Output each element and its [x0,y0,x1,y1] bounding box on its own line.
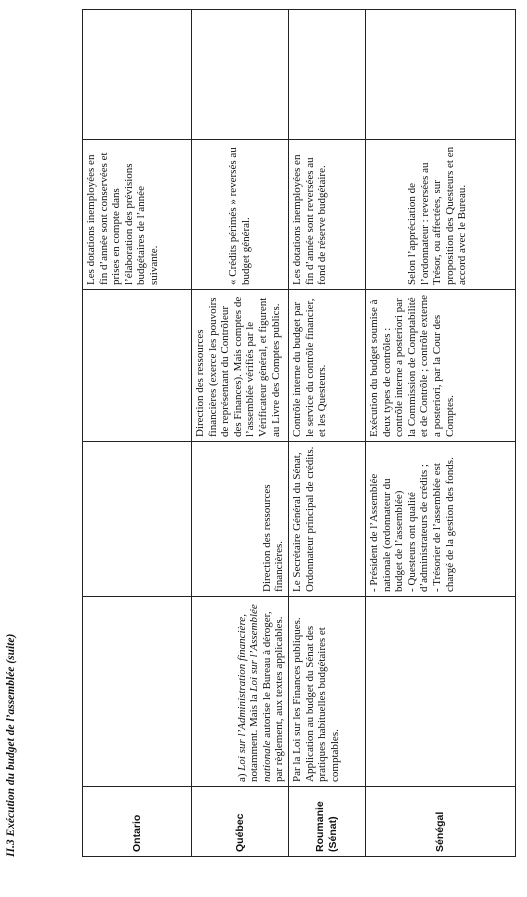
ordonnateur-cell: Direction des ressources financières. [192,442,289,597]
textes-prefix: a) [235,770,248,782]
country-cell: Roumanie (Sénat) [289,787,366,857]
reliquats-cell: « Crédits périmés » reversés au budget général. [192,140,289,290]
textes-cell: Par la Loi sur les Finances publiques. Application au budget du Sénat des pratiques habituelles budgétaires et comptables. [289,597,366,787]
textes-mid: notamment. Mais la [248,691,261,782]
ordonnateur-cell [366,442,516,597]
controle-cell: Exécution du budget soumise à deux types de contrôles : contrôle interne a posteriori par la Commission de Comptabilité et de Contrôle ; contrôle externe a posteriori, par la Cour des Comptes. [366,290,516,442]
empty-cell [289,10,366,140]
loi-admin-financiere: Loi sur l’Administration financière, [235,614,248,771]
empty-cell [192,10,289,140]
reliquats-cell: Les dotations inemployées en fin d’année sont conservées et prises en compte dans l’élaboration des prévisions budgétaires de l’année suivante. [83,140,192,290]
controle-cell [83,290,192,442]
textes-end: autorise le Bureau à déroger, par règlement, aux textes applicables. [260,611,286,782]
ordonnateur-line: - Questeurs ont qualité d’administrateurs de crédits ; [405,464,431,592]
ordonnateur-cell: Le Secrétaire Général du Sénat, Ordonnateur principal de crédits. [289,442,366,597]
controle-cell: Contrôle interne du budget par le service du contrôle financier, et les Questeurs. [289,290,366,442]
table-row [289,10,366,857]
country-cell: Ontario [83,787,192,857]
table-row [366,10,516,857]
table-row [192,10,289,857]
ordonnateur-cell [83,442,192,597]
empty-cell [83,10,192,140]
textes-cell [83,597,192,787]
budget-execution-table [82,9,516,857]
ordonnateur-line: - Président de l’Assemblée nationale (ordonnateur du budget de l’assemblée) [368,473,406,592]
textes-cell [192,597,289,787]
loi-assemblee-nationale: Loi sur l’Assemblée nationale [248,604,273,782]
country-cell: Sénégal [366,787,516,857]
reliquats-cell: Selon l’appréciation de l’ordonnateur : reversées au Trésor, ou affectées, sur proposition des Questeurs et en accord avec le Bureau. [366,140,516,290]
table-row [83,10,192,857]
section-title: II.3 Exécution du budget de l’assemblée (suite) [5,633,17,857]
reliquats-cell: Les dotations inemployées en fin d’année sont reversées au fond de réserve budgétaire. [289,140,366,290]
textes-cell [366,597,516,787]
controle-cell: Direction des ressources financières (exerce les pouvoirs de représentant du Contrôleur des Finances). Mais comptes de l’assemblée vérifiés par le Vérificateur général, et figurent au Livre des Comptes publics. [192,290,289,442]
empty-cell [366,10,516,140]
country-cell: Québec [192,787,289,857]
ordonnateur-line: - Trésorier de l’assemblée est chargé de la gestion des fonds. [430,457,456,592]
